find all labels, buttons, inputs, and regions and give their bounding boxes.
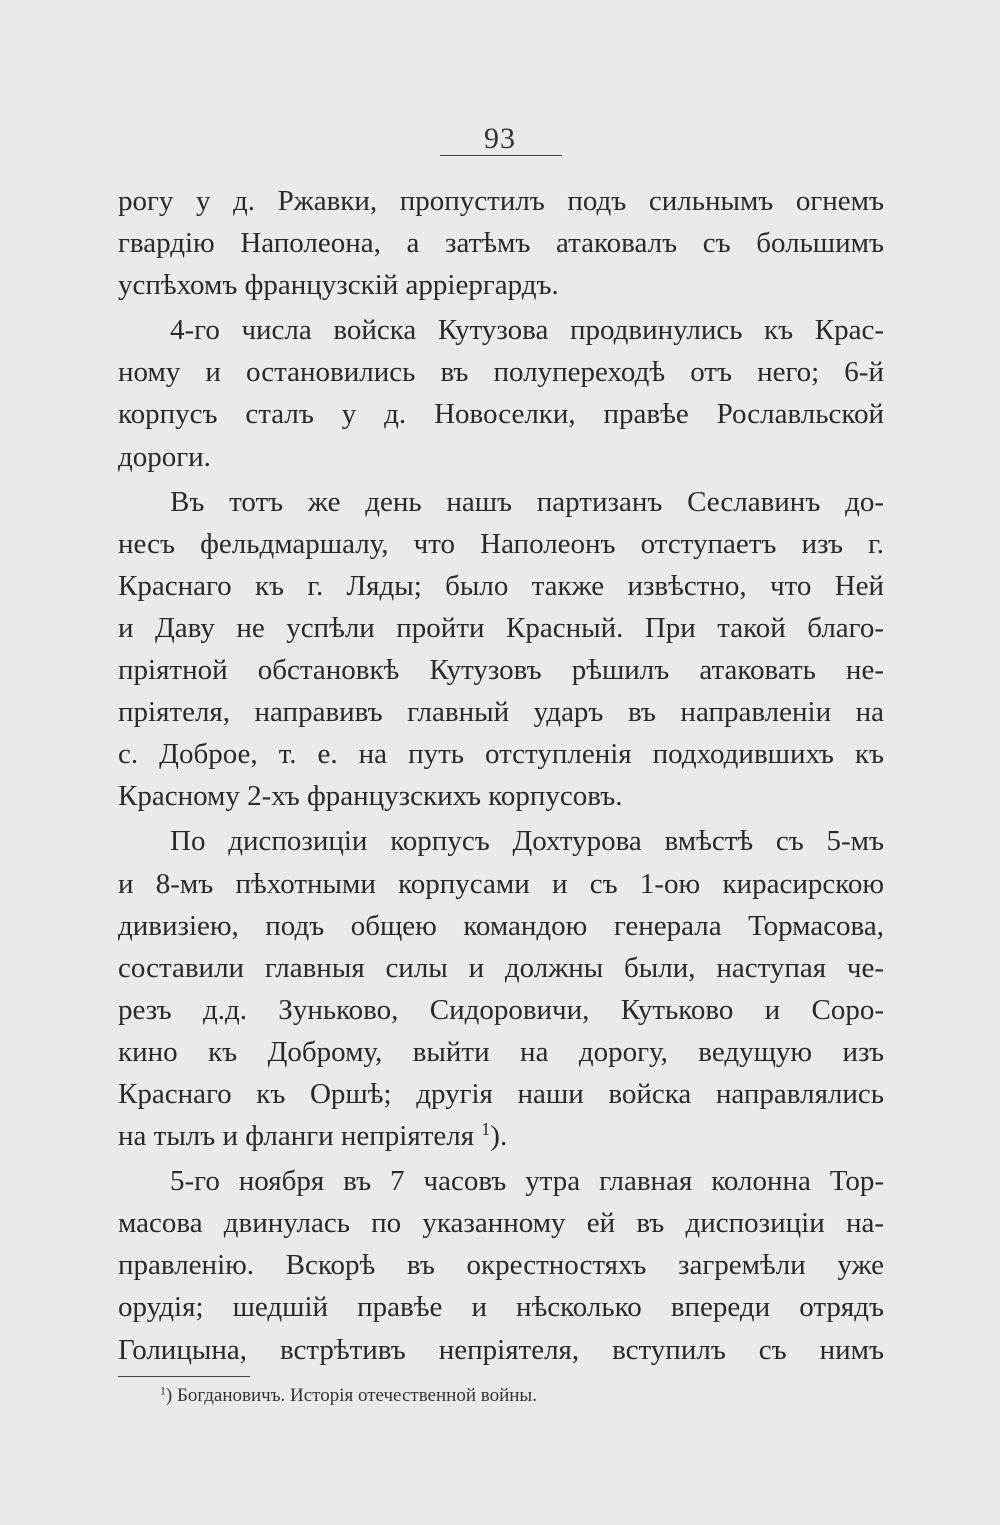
text-line: дороги.: [118, 440, 211, 473]
text-line-content: на тылъ и фланги непріятеля: [118, 1120, 475, 1153]
text-line: корпусъ сталъ у д. Новоселки, правѣе Рославльской: [118, 398, 884, 431]
footnote-text: ) Богдановичъ. Исторія отечественной войны.: [165, 1385, 537, 1406]
text-line: 4-го числа войска Кутузова продвинулись къ Крас-: [170, 314, 884, 347]
text-line: гвардію Наполеона, а затѣмъ атаковалъ съ большимъ: [118, 227, 884, 260]
text-line: [118, 1115, 884, 1157]
text-line: несъ фельдмаршалу, что Наполеонъ отступаетъ изъ г.: [118, 527, 884, 560]
footnote-marker: 1: [160, 1384, 166, 1398]
text-line: пріятной обстановкѣ Кутузовъ рѣшилъ атаковать не-: [118, 654, 884, 687]
text-line: и Даву не успѣли пройти Красный. При такой благо-: [118, 611, 884, 644]
page-number-rule: [440, 155, 562, 156]
paragraph: [118, 1160, 884, 1370]
footnote-reference[interactable]: 1: [481, 1119, 491, 1140]
text-line: ному и остановились въ полупереходѣ отъ него; 6-й: [118, 356, 884, 389]
text-line: с. Доброе, т. е. на путь отступленія подходившихъ къ: [118, 738, 884, 771]
paragraph: [118, 309, 884, 477]
text-line: и 8-мъ пѣхотными корпусами и съ 1-ою кирасирскою: [118, 867, 884, 900]
text-line-closing: ).: [490, 1120, 508, 1153]
text-line: Краснаго къ Оршѣ; другія наши войска направлялись: [118, 1077, 884, 1110]
paragraph: [118, 481, 884, 818]
paragraph: [118, 820, 884, 1157]
text-line: Въ тотъ же день нашъ партизанъ Сеславинъ до-: [170, 485, 884, 518]
text-line: рогу у д. Ржавки, пропустилъ подъ сильнымъ огнемъ: [118, 185, 884, 217]
text-line: дивизіею, подъ общею командою генерала Тормасова,: [118, 909, 884, 942]
footnote-rule: [118, 1376, 250, 1377]
text-line: орудія; шедшій правѣе и нѣсколько впереди отрядъ: [118, 1291, 884, 1324]
text-line: масова двинулась по указанному ей въ диспозиціи на-: [118, 1207, 884, 1240]
text-line: успѣхомъ французскій арріергардъ.: [118, 269, 559, 302]
text-line: Краснаго къ г. Ляды; было также извѣстно, что Ней: [118, 569, 884, 602]
text-line: составили главныя силы и должны были, наступая че-: [118, 951, 884, 984]
text-line: По диспозиціи корпусъ Дохтурова вмѣстѣ съ 5-мъ: [170, 825, 884, 858]
text-line: кино къ Доброму, выйти на дорогу, ведущую изъ: [118, 1035, 884, 1068]
text-line: пріятеля, направивъ главный ударъ въ направленіи на: [118, 696, 884, 729]
text-line: Красному 2-хъ французскихъ корпусовъ.: [118, 780, 623, 813]
body-text: [118, 180, 884, 1371]
paragraph: [118, 180, 884, 306]
text-line: Голицына, встрѣтивъ непріятеля, вступилъ съ нимъ: [118, 1333, 884, 1366]
text-line: резъ д.д. Зуньково, Сидоровичи, Кутьково и Соро-: [118, 993, 884, 1026]
footnote: [160, 1384, 537, 1408]
text-line: правленію. Вскорѣ въ окрестностяхъ загремѣли уже: [118, 1249, 884, 1282]
text-line: 5-го ноября въ 7 часовъ утра главная колонна Тор-: [170, 1165, 884, 1198]
page-number: 93: [484, 122, 516, 155]
